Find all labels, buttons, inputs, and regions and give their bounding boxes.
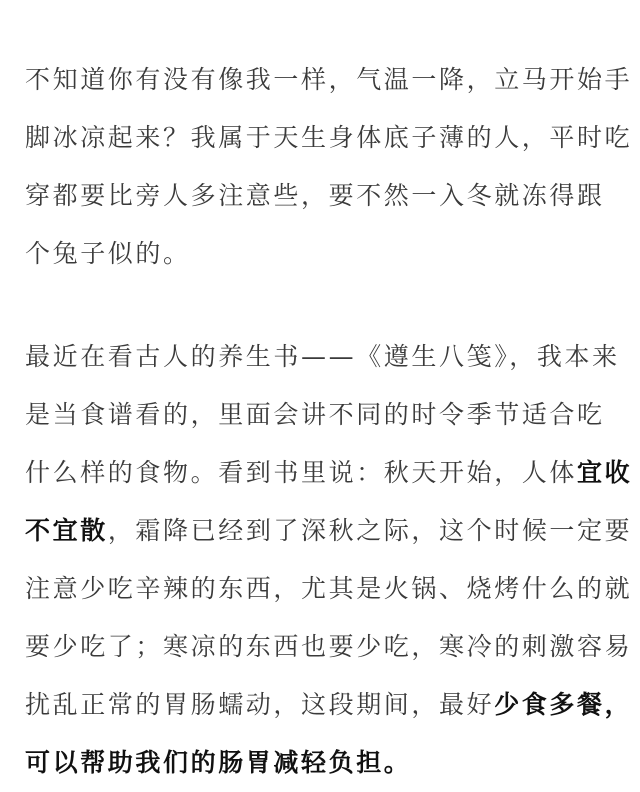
paragraph-2-line-3	[25, 444, 633, 502]
paragraph-2	[25, 328, 633, 792]
paragraph-1-line-1: 不知道你有没有像我一样，气温一降，立马开始手	[25, 65, 633, 94]
emphasis-conclusion: 可以帮助我们的肠胃减轻负担。	[25, 748, 412, 777]
paragraph-1-line-3: 穿都要比旁人多注意些，要不然一入冬就冻得跟	[25, 181, 605, 210]
paragraph-2-line-6: 要少吃了；寒凉的东西也要少吃，寒冷的刺激容易	[25, 632, 633, 661]
paragraph-2-line-7-text: 扰乱正常的胃肠蠕动，这段期间，最好	[25, 690, 495, 719]
paragraph-2-line-7	[25, 676, 633, 734]
emphasis-shao-shi-duo-can: 少食多餐，	[494, 690, 633, 719]
paragraph-1-line-2: 脚冰凉起来？我属于天生身体底子薄的人，平时吃	[25, 123, 633, 152]
paragraph-1	[25, 51, 633, 283]
paragraph-2-line-2: 是当食谱看的，里面会讲不同的时令季节适合吃	[25, 400, 605, 429]
paragraph-2-line-1: 最近在看古人的养生书——《遵生八笺》，我本来	[25, 342, 620, 371]
paragraph-2-line-4-text: ，霜降已经到了深秋之际，这个时候一定要	[107, 516, 633, 545]
paragraph-1-line-4: 个兔子似的。	[25, 239, 191, 268]
paragraph-2-line-4	[25, 502, 633, 560]
paragraph-2-line-3-text: 什么样的食物。看到书里说：秋天开始，人体	[25, 458, 578, 487]
paragraph-2-line-5: 注意少吃辛辣的东西，尤其是火锅、烧烤什么的就	[25, 574, 633, 603]
emphasis-yi-shou: 宜收	[577, 458, 633, 487]
emphasis-bu-yi-san: 不宜散	[25, 516, 108, 545]
